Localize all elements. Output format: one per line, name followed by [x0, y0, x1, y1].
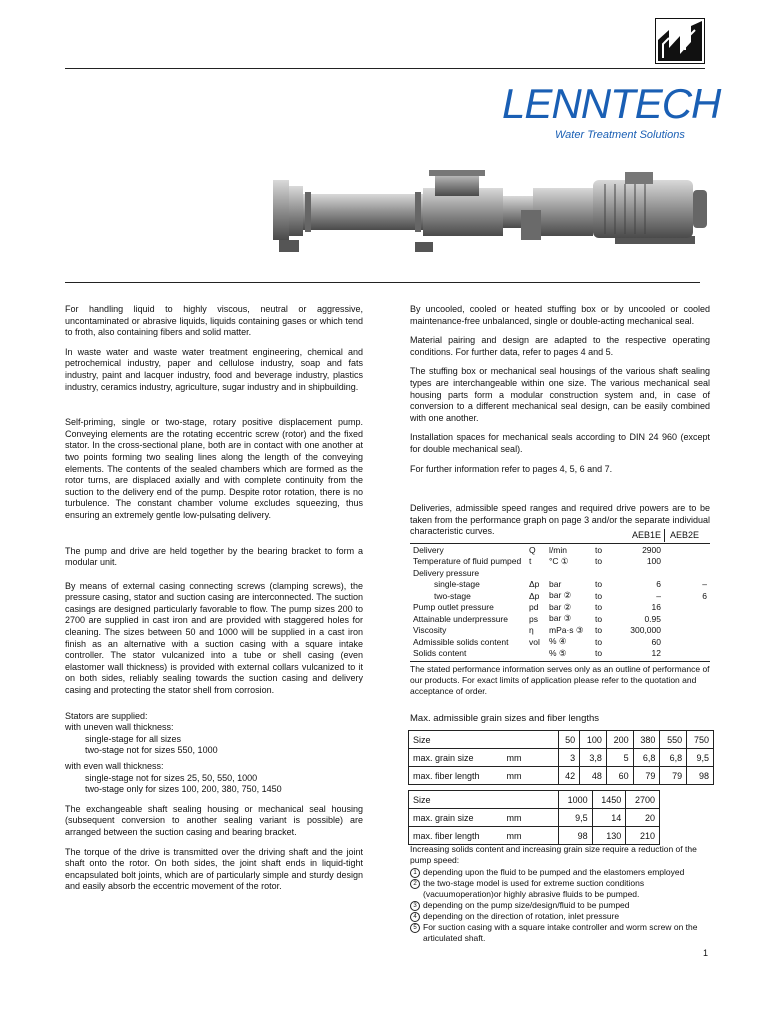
- circled-1-icon: 1: [410, 868, 420, 878]
- spec-row: [410, 636, 710, 648]
- spec-cell-sym: η: [529, 625, 534, 636]
- grain-size-value: 50: [559, 731, 580, 749]
- paragraph-din: Installation spaces for mechanical seals according to DIN 24 960 (except for double mechanical seal).: [410, 432, 710, 454]
- paragraph-housings: The stuffing box or mechanical seal housings of the various shaft sealing types are interchangeable within one size. The various mechanical seal housing parts form a modular construction system and, in case of conversion to a different mechanical seal design, can be easily combined with one another.: [410, 366, 710, 423]
- footnote-1: [410, 867, 715, 878]
- spec-col-divider: [664, 529, 665, 542]
- grain-value: 9,5: [687, 749, 714, 767]
- grain-row-unit: mm: [503, 749, 559, 767]
- stators-title: Stators are supplied:: [65, 710, 148, 721]
- spec-note: The stated performance information serves only as an outline of performance of our products. For exact limits of application please refer to the quotation and acceptance of order.: [410, 664, 710, 696]
- right-column: [410, 304, 710, 540]
- spec-cell-label: Admissible solids content: [413, 636, 509, 647]
- spec-cell-v2: [664, 648, 710, 660]
- spec-row: [410, 556, 710, 568]
- spec-cell-to: to: [595, 544, 603, 555]
- spec-cell-unit: [546, 567, 592, 579]
- grain-size-label: Size: [409, 791, 559, 809]
- spec-cell-to: to: [595, 602, 603, 613]
- spec-cell-unit: bar ②: [549, 601, 572, 612]
- spec-cell-unit: bar: [549, 579, 562, 590]
- footnote-intro: Increasing solids content and increasing grain size require a reduction of the pump speed:: [410, 844, 697, 865]
- spec-col-aeb2e: AEB2E: [670, 530, 700, 540]
- fiber-value: 42: [559, 767, 580, 785]
- spec-cell-v2: [664, 625, 710, 637]
- header-bottom-rule: [65, 282, 700, 283]
- grain-size-value: 2700: [626, 791, 660, 809]
- spec-row: [410, 590, 710, 602]
- grain-size-value: 1450: [592, 791, 626, 809]
- circled-2-icon: 2: [410, 879, 420, 889]
- spec-cell-v1: 0.95: [644, 613, 661, 624]
- spec-cell-label: two-stage: [434, 590, 471, 601]
- spec-cell-v2: [664, 613, 710, 625]
- spec-cell-sym: [526, 567, 546, 579]
- spec-cell-sym: pd: [529, 602, 539, 613]
- paragraph-industries: In waste water and waste water treatment engineering, chemical and petrochemical industry, paper and cellulose industry, soap and fats industry, paint and lacquer industry, food and beverage industry, plastics industry, ceramics industry, agriculture, sugar industry and in shipbuilding.: [65, 346, 363, 392]
- grain-value: 14: [592, 809, 626, 827]
- spec-cell-v1: 60: [651, 636, 661, 647]
- grain-size-value: 1000: [559, 791, 593, 809]
- spec-cell-label: Viscosity: [413, 625, 447, 636]
- grain-size-value: 750: [687, 731, 714, 749]
- footnote-3-text: depending on the pump size/design/fluid to be pumped: [423, 900, 630, 910]
- spec-row: [410, 613, 710, 625]
- stators-even-1: single-stage not for sizes 25, 50, 550, 1000: [85, 772, 258, 783]
- grain-size-value: 100: [580, 731, 607, 749]
- fiber-value: 130: [592, 827, 626, 845]
- spec-cell-to: to: [595, 648, 603, 659]
- spec-row: [410, 625, 710, 637]
- spec-cell-to: to: [595, 613, 603, 624]
- fiber-row-unit: mm: [503, 767, 559, 785]
- grain-table-1: [408, 730, 714, 785]
- spec-cell-v2: [664, 602, 710, 614]
- footnote-4: [410, 911, 715, 922]
- corner-logo-icon: [655, 18, 705, 64]
- grain-value: 3: [559, 749, 580, 767]
- brand-logo-wordmark: LENNTECH: [502, 80, 721, 127]
- spec-cell-unit: °C ①: [549, 555, 569, 566]
- grain-size-label: Size: [409, 731, 559, 749]
- paragraph-further-info: For further information refer to pages 4, 5, 6 and 7.: [410, 463, 613, 474]
- fiber-value: 79: [633, 767, 660, 785]
- circled-3-icon: 3: [410, 901, 420, 911]
- spec-cell-unit: % ④: [549, 636, 567, 647]
- spec-cell-v1: 16: [651, 602, 661, 613]
- spec-col-aeb1e: AEB1E: [632, 530, 662, 540]
- grain-value: 20: [626, 809, 660, 827]
- spec-cell-v2: [664, 567, 710, 579]
- spec-cell-v1: 100: [646, 556, 661, 567]
- spec-cell-v2: 6: [702, 590, 707, 601]
- spec-cell-label: Delivery: [413, 544, 444, 555]
- grain-title: Max. admissible grain sizes and fiber lengths: [410, 713, 600, 724]
- spec-cell-sym: vol: [529, 636, 540, 647]
- paragraph-design: Self-priming, single or two-stage, rotary positive displacement pump. Conveying elements are the rotating eccentric screw (rotor) and the fixed stator. In the cross-sectional plane, both are in contact with one another at two points forming two sealing lines along the length of the conveying elements. The contents of the sealed chambers which are formed as the rotor turns, are displaced axially and with complete continuity from the suction to the delivery end of the pump. Despite rotor rotation, there is no turbulence. The constant chamber volume excludes squeezing, thus ensuring an extremely gentle low-pulsating delivery.: [65, 417, 363, 520]
- grain-size-value: 380: [633, 731, 660, 749]
- spec-cell-label: Delivery pressure: [413, 567, 480, 578]
- grain-row-unit: mm: [503, 809, 559, 827]
- spec-cell-v1: 300,000: [630, 625, 661, 636]
- grain-size-value: 200: [606, 731, 633, 749]
- paragraph-torque: The torque of the drive is transmitted over the driving shaft and the joint shaft onto the rotor. On both sides, the joint shaft ends in liquid-tight encapsulated bolt joints, which are of particularly simple and sturdy design and easily absorb the eccentric movement of the rotor.: [65, 846, 363, 892]
- spec-cell-sym: [526, 648, 546, 660]
- footnotes: [410, 844, 715, 944]
- spec-row: [410, 648, 710, 660]
- footnote-1-text: depending upon the fluid to be pumped and the elastomers employed: [423, 867, 685, 877]
- fiber-row-label: max. fiber length: [409, 827, 503, 845]
- paragraph-sealing: By uncooled, cooled or heated stuffing box or by uncooled or cooled maintenance-free unbalanced, single or double-acting mechanical seal.: [410, 304, 710, 326]
- spec-cell-to: to: [595, 556, 603, 567]
- spec-cell-v1: [614, 567, 664, 579]
- spec-cell-v1: 12: [651, 648, 661, 659]
- grain-table-2: [408, 790, 660, 845]
- paragraph-application: For handling liquid to highly viscous, neutral or aggressive, uncontaminated or abrasive liquids, liquids containing gases or which tend to froth, also containing fibers and solid matter.: [65, 304, 363, 338]
- brand-tagline: Water Treatment Solutions: [555, 129, 685, 141]
- spec-cell-v2: [664, 544, 710, 556]
- footnote-5: [410, 922, 715, 944]
- stators-uneven-2: two-stage not for sizes 550, 1000: [85, 745, 218, 756]
- spec-cell-v2: [664, 556, 710, 568]
- grain-size-value: 550: [660, 731, 687, 749]
- fiber-row-unit: mm: [503, 827, 559, 845]
- fiber-value: 48: [580, 767, 607, 785]
- footnote-4-text: depending on the direction of rotation, inlet pressure: [423, 911, 620, 921]
- spec-cell-label: Attainable underpressure: [413, 613, 508, 624]
- spec-row: [410, 567, 710, 579]
- spec-cell-to: [592, 567, 614, 579]
- spec-cell-v1: 6: [656, 579, 661, 590]
- spec-cell-to: to: [595, 590, 603, 601]
- paragraph-seal-housing: The exchangeable shaft sealing housing or mechanical seal housing (subsequent conversion to another sealing variant is possible) are arranged between the suction casing and bearing bracket.: [65, 803, 363, 837]
- spec-cell-to: to: [595, 625, 603, 636]
- spec-row: [410, 602, 710, 614]
- spec-cell-label: Solids content: [413, 648, 467, 659]
- spec-cell-unit: l/min: [549, 544, 567, 555]
- circled-4-icon: 4: [410, 912, 420, 922]
- grain-row-label: max. grain size: [409, 749, 503, 767]
- spec-row: [410, 544, 710, 556]
- spec-table-wrapper: [410, 530, 710, 697]
- spec-cell-sym: t: [529, 556, 532, 567]
- spec-cell-v1: –: [656, 590, 661, 601]
- paragraph-material: Material pairing and design are adapted to the respective operating conditions. For further data, refer to pages 4 and 5.: [410, 335, 710, 357]
- fiber-value: 210: [626, 827, 660, 845]
- stators-uneven-1: single-stage for all sizes: [85, 733, 182, 744]
- grain-value: 9,5: [559, 809, 593, 827]
- spec-cell-sym: Δp: [529, 590, 540, 601]
- spec-row: [410, 579, 710, 591]
- paragraph-casing: By means of external casing connecting screws (clamping screws), the pressure casing, stator and suction casing are interconnected. The suction casings are designed particularly favorable to flow. The pump sizes 200 to 2700 are supplied in cast iron and are provided with staggered holes for cleaning. The sizes between 50 and 1000 will be supplied in a cast iron finish as an alternative with a suction casing with a square intake controller. The stator vulcanized into a tube or shell casing (even elastomer wall thickness) is provided with external collars vulcanized to it on both sides, reliably sealing towards the suction casing and delivery casing and protecting the stator shell from corrosion.: [65, 580, 363, 696]
- fiber-value: 98: [559, 827, 593, 845]
- grain-value: 5: [606, 749, 633, 767]
- circled-5-icon: 5: [410, 923, 420, 933]
- spec-cell-unit: bar ③: [549, 613, 572, 624]
- grain-value: 3,8: [580, 749, 607, 767]
- footnote-2-text: the two-stage model is used for extreme suction conditions (vacuumoperation)or highly abrasive fluids to be pumped.: [423, 878, 645, 899]
- stators-even: with even wall thickness:: [65, 761, 164, 771]
- grain-value: 6,8: [633, 749, 660, 767]
- stators-uneven: with uneven wall thickness:: [65, 722, 174, 733]
- spec-cell-v2: [664, 636, 710, 648]
- paragraph-deliveries: Deliveries, admissible speed ranges and required drive powers are to be taken from the performance graph on page 3 and/or the separate individual characteristic curves.: [410, 503, 710, 537]
- grain-row-label: max. grain size: [409, 809, 503, 827]
- spec-cell-label: Temperature of fluid pumped: [413, 556, 522, 567]
- paragraph-modular-unit: The pump and drive are held together by the bearing bracket to form a modular unit.: [65, 545, 363, 568]
- footnote-5-text: For suction casing with a square intake controller and worm screw on the articulated shaft.: [423, 922, 698, 943]
- left-column: [65, 304, 363, 901]
- spec-cell-label: Pump outlet pressure: [413, 602, 494, 613]
- spec-cell-unit: % ⑤: [549, 647, 567, 658]
- footnote-3: [410, 900, 715, 911]
- spec-cell-to: to: [595, 636, 603, 647]
- spec-cell-sym: ps: [529, 613, 538, 624]
- grain-value: 6,8: [660, 749, 687, 767]
- pump-illustration: [265, 170, 715, 260]
- spec-table: [410, 544, 710, 659]
- spec-cell-sym: Δp: [529, 579, 540, 590]
- fiber-value: 79: [660, 767, 687, 785]
- spec-cell-to: to: [595, 579, 603, 590]
- spec-cell-sym: Q: [529, 544, 536, 555]
- page-number: 1: [703, 948, 709, 958]
- footnote-2: [410, 878, 715, 900]
- spec-cell-unit: mPa·s ③: [549, 624, 584, 635]
- spec-cell-v1: 2900: [642, 544, 661, 555]
- stators-even-2: two-stage only for sizes 100, 200, 380, 750, 1450: [85, 784, 282, 795]
- fiber-row-label: max. fiber length: [409, 767, 503, 785]
- spec-cell-v2: –: [702, 579, 707, 590]
- fiber-value: 60: [606, 767, 633, 785]
- spec-cell-label: single-stage: [434, 579, 480, 590]
- top-rule: [65, 68, 705, 69]
- fiber-value: 98: [687, 767, 714, 785]
- spec-cell-unit: bar ②: [549, 590, 572, 601]
